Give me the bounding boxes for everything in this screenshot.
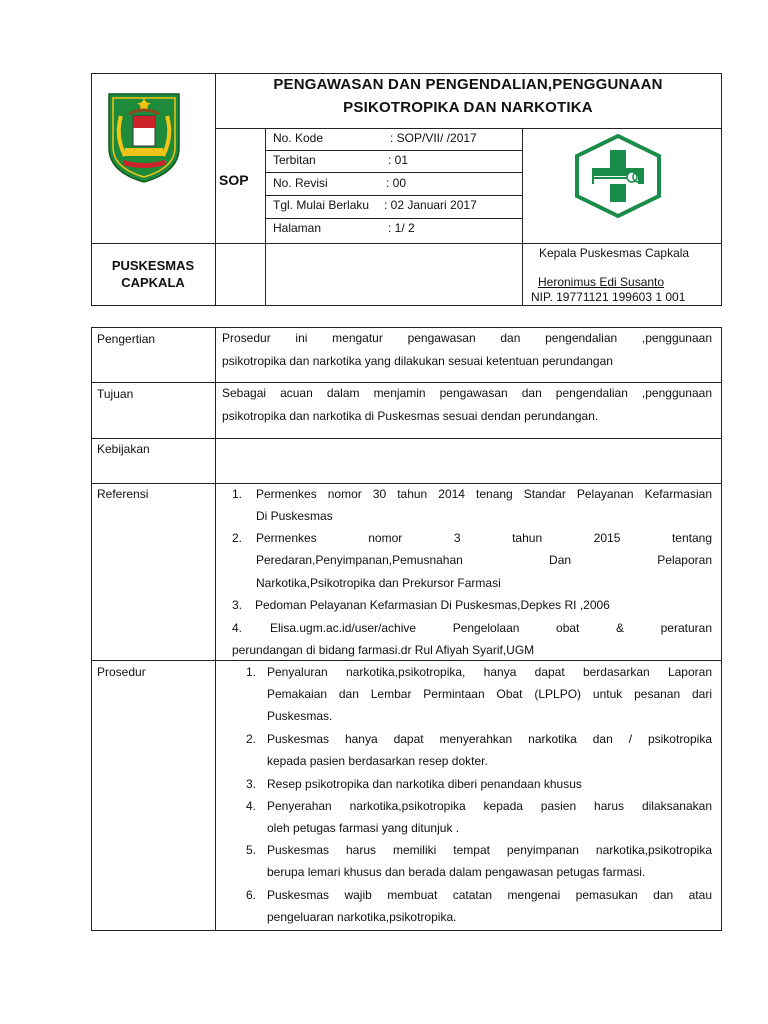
list-number: 4.: [232, 621, 243, 635]
meta-value: : 01: [388, 153, 409, 167]
meta-label: Terbitan: [273, 153, 316, 167]
signatory-nip: NIP. 19771121 199603 1 001: [531, 290, 686, 304]
list-number: 2.: [232, 531, 243, 545]
sop-label: SOP: [219, 172, 249, 188]
list-item-line: Puskesmas.: [267, 709, 333, 723]
section-label-prosedur: Prosedur: [97, 665, 146, 679]
meta-label: Halaman: [273, 221, 322, 235]
regency-emblem-icon: [103, 86, 185, 184]
list-number: 6.: [246, 888, 257, 902]
facility-name-line2: CAPKALA: [121, 275, 185, 290]
text-line: Sebagai acuan dalam menjamin pengawasan dan pengendalian ,penggunaan: [222, 386, 712, 400]
list-item-line: Pemakaian dan Lembar Permintaan Obat (LPLPO) untuk pesanan dari: [267, 687, 712, 701]
meta-value: : 00: [386, 176, 407, 190]
list-item-line: oleh petugas farmasi yang ditunjuk .: [267, 821, 460, 835]
list-item-line: Puskesmas harus memiliki tempat penyimpanan narkotika,psikotropika: [267, 843, 712, 857]
section-label-pengertian: Pengertian: [97, 332, 156, 346]
list-item-line: kepada pasien berdasarkan resep dokter.: [267, 754, 488, 768]
section-label-kebijakan: Kebijakan: [97, 442, 150, 456]
meta-value: : 1/ 2: [388, 221, 415, 235]
list-number: 3.: [246, 777, 257, 791]
list-number: 5.: [246, 843, 257, 857]
list-item-line: Puskesmas hanya dapat menyerahkan narkotika dan / psikotropika: [267, 732, 712, 746]
list-item-line: Elisa.ugm.ac.id/user/achive Pengelolaan obat & peraturan: [270, 621, 712, 635]
list-number: 2.: [246, 732, 257, 746]
text-line: psikotropika dan narkotika di Puskesmas sesuai dendan perundangan.: [222, 408, 599, 423]
tujuan-text: [222, 382, 712, 427]
list-item-line: Penyaluran narkotika,psikotropika, hanya dapat berdasarkan Laporan: [267, 665, 712, 679]
list-item-line: Puskesmas wajib membuat catatan mengenai pemasukan dan atau: [267, 888, 712, 902]
list-item-line: Resep psikotropika dan narkotika diberi penandaan khusus: [267, 777, 582, 791]
list-number: 1.: [246, 665, 257, 679]
signatory-name: Heronimus Edi Susanto: [538, 275, 665, 289]
list-number: 4.: [246, 799, 257, 813]
text-line: Prosedur ini mengatur pengawasan dan pengendalian ,penggunaan: [222, 331, 712, 345]
list-item-line: Permenkes nomor 3 tahun 2015 tentang: [256, 531, 712, 545]
meta-label: No. Revisi: [273, 176, 328, 190]
pengertian-text: [222, 327, 712, 372]
list-item-line: Penyerahan narkotika,psikotropika kepada pasien harus dilaksanakan: [267, 799, 712, 813]
document-title-line1: PENGAWASAN DAN PENGENDALIAN,PENGGUNAAN: [273, 76, 663, 93]
list-item-line: perundangan di bidang farmasi.dr Rul Afiyah Syarif,UGM: [232, 643, 535, 657]
list-item-line: Permenkes nomor 30 tahun 2014 tenang Standar Pelayanan Kefarmasian: [256, 487, 712, 501]
meta-label: No. Kode: [273, 131, 324, 145]
list-number: 1.: [232, 487, 243, 501]
text-line: psikotropika dan narkotika yang dilakukan sesuai ketentuan perundangan: [222, 353, 613, 368]
list-item-line: Narkotika,Psikotropika dan Prekursor Farmasi: [256, 576, 501, 590]
section-label-referensi: Referensi: [97, 487, 149, 501]
signatory-position: Kepala Puskesmas Capkala: [539, 246, 690, 260]
list-item-line: Peredaran,Penyimpanan,Pemusnahan Dan Pelaporan: [256, 553, 712, 567]
list-item-line: Di Puskesmas: [256, 509, 333, 523]
list-item-line: pengeluaran narkotika,psikotropika.: [267, 910, 457, 924]
list-number: 3.: [232, 598, 243, 612]
document-title-line2: PSIKOTROPIKA DAN NARKOTIKA: [343, 99, 593, 116]
meta-value: : SOP/VII/ /2017: [390, 131, 477, 145]
section-label-tujuan: Tujuan: [97, 387, 134, 401]
list-item-line: Pedoman Pelayanan Kefarmasian Di Puskesmas,Depkes RI ,2006: [255, 598, 610, 612]
puskesmas-cross-icon: [574, 134, 662, 218]
meta-label: Tgl. Mulai Berlaku: [273, 198, 370, 212]
facility-name-line1: PUSKESMAS: [111, 258, 195, 273]
list-item-line: berupa lemari khusus dan berada dalam pengawasan petugas farmasi.: [267, 865, 646, 879]
meta-value: : 02 Januari 2017: [384, 198, 477, 212]
